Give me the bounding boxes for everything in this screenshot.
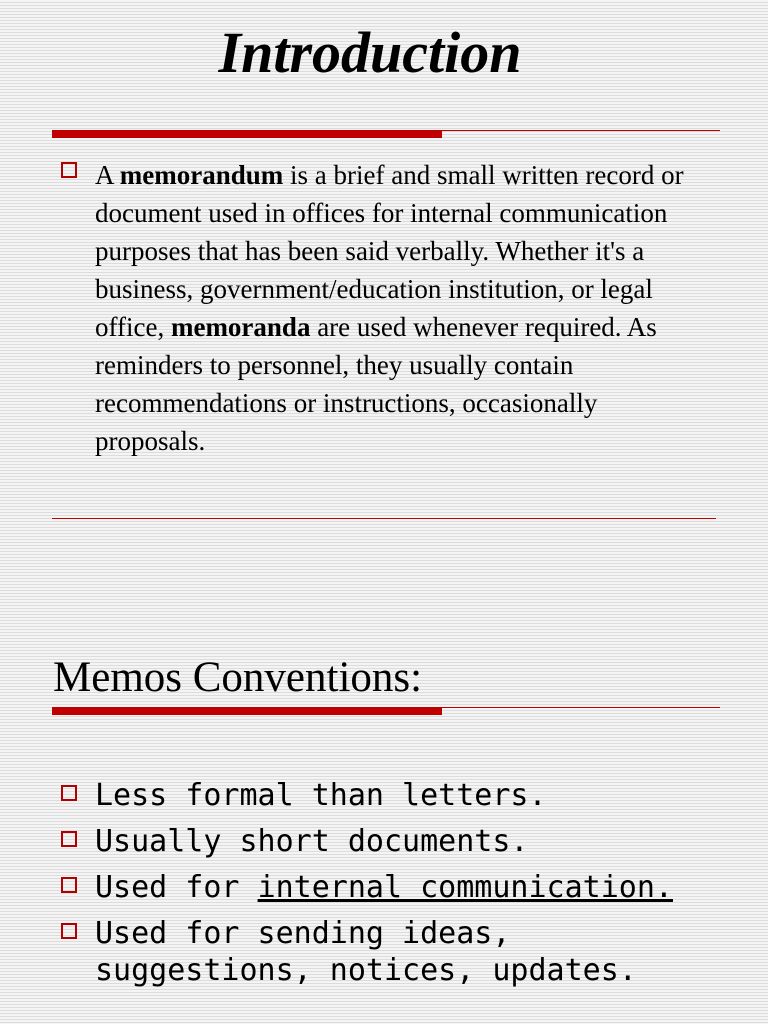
convention-item-underlined: internal communication. (257, 870, 673, 905)
intro-text-mid: is a brief and small written record or document used in offices for internal communication purposes that has been said verbally. Whether it's a business, government/education institution, or legal office, (95, 160, 684, 342)
square-bullet-icon (61, 785, 77, 801)
square-bullet-icon (61, 923, 77, 939)
section-underline-thick (52, 707, 442, 715)
intro-text-post: are used whenever required. As reminders to personnel, they usually contain recommendations or instructions, occasionally proposals. (95, 312, 657, 456)
convention-item-text: Used for (95, 870, 258, 905)
term-memorandum: memorandum (119, 160, 284, 190)
square-bullet-icon (61, 877, 77, 893)
intro-text-pre: A (95, 160, 120, 190)
convention-item: Used for sending ideas, suggestions, notices, updates. (95, 916, 637, 988)
title-underline-thick (52, 130, 442, 138)
convention-item: Less formal than letters. (95, 778, 547, 813)
convention-item (95, 869, 715, 906)
square-bullet-icon (61, 162, 77, 178)
intro-paragraph (95, 156, 705, 460)
page-title: Introduction (218, 20, 522, 85)
term-memoranda: memoranda (170, 312, 311, 342)
section-underline-thin (52, 707, 720, 708)
square-bullet-icon (61, 831, 77, 847)
title-underline-thin (52, 130, 720, 131)
convention-item: Usually short documents. (95, 824, 529, 859)
section-divider (52, 518, 716, 519)
section-title: Memos Conventions: (53, 654, 423, 701)
